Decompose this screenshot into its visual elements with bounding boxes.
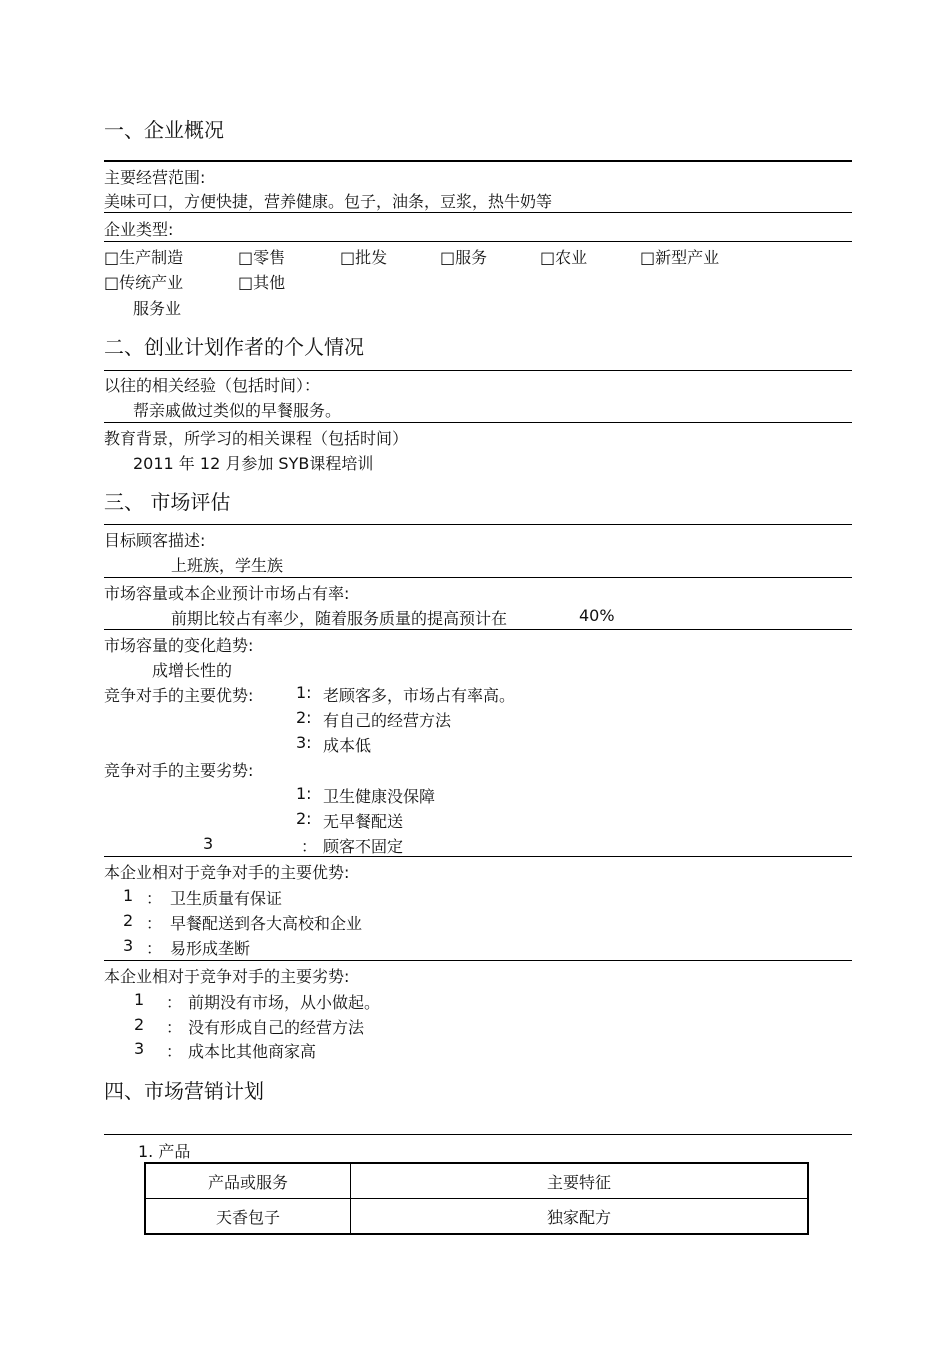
divider — [104, 212, 852, 213]
table-cell: 独家配方 — [351, 1199, 809, 1235]
list-item-colon: ： — [166, 993, 183, 1012]
list-item-colon: ： — [301, 837, 318, 856]
type-option-retail[interactable]: □零售 — [238, 248, 286, 267]
capacity-percent: 40% — [579, 606, 615, 625]
table-header: 主要特征 — [351, 1163, 809, 1199]
type-option-wholesale[interactable]: □批发 — [340, 248, 388, 267]
education-value: 2011 年 12 月参加 SYB课程培训 — [133, 454, 374, 473]
type-option-other[interactable]: □其他 — [238, 273, 286, 292]
capacity-value: 前期比较占有率少，随着服务质量的提高预计在 — [171, 609, 508, 628]
experience-value: 帮亲戚做过类似的早餐服务。 — [133, 401, 342, 420]
list-item-colon: ： — [146, 889, 163, 908]
list-item-colon: ： — [146, 914, 163, 933]
list-item-number: 3: — [296, 733, 312, 752]
list-item-number: 1: — [296, 784, 312, 803]
competitor-disadvantages-label: 竞争对手的主要劣势: — [104, 761, 254, 780]
list-item: 易形成垄断 — [170, 939, 251, 958]
table-header: 产品或服务 — [145, 1163, 351, 1199]
list-item-number: 2: — [296, 708, 312, 727]
divider — [104, 629, 852, 630]
type-option-service[interactable]: □服务 — [440, 248, 488, 267]
table-row — [145, 1199, 808, 1235]
section-title-marketing: 四、市场营销计划 — [104, 1079, 264, 1103]
type-option-manufacturing[interactable]: □生产制造 — [104, 248, 184, 267]
list-item-colon: ： — [166, 1018, 183, 1037]
list-item-number: 1: — [296, 683, 312, 702]
divider — [104, 422, 852, 423]
list-item: 老顾客多，市场占有率高。 — [323, 686, 516, 705]
target-label: 目标顾客描述: — [104, 531, 206, 550]
type-label: 企业类型: — [104, 220, 174, 239]
list-item-number: 3 — [203, 834, 214, 853]
list-item-number: 1 — [123, 886, 134, 905]
type-value: 服务业 — [133, 299, 182, 318]
list-item: 成本比其他商家高 — [188, 1042, 317, 1061]
list-item: 没有形成自己的经营方法 — [188, 1018, 365, 1037]
list-item-number: 2: — [296, 809, 312, 828]
competitor-advantages-label: 竞争对手的主要优势: — [104, 686, 254, 705]
list-item: 早餐配送到各大高校和企业 — [170, 914, 363, 933]
list-item: 无早餐配送 — [323, 812, 404, 831]
divider — [104, 960, 852, 961]
experience-label: 以往的相关经验（包括时间）： — [104, 376, 321, 395]
divider — [104, 1134, 852, 1135]
divider — [104, 524, 852, 525]
table-header-row — [145, 1163, 808, 1199]
list-item-colon: ： — [166, 1042, 183, 1061]
list-item-number: 1 — [134, 990, 145, 1009]
scope-value: 美味可口，方便快捷，营养健康。包子，油条，豆浆，热牛奶等 — [104, 192, 553, 211]
trend-value: 成增长性的 — [152, 661, 233, 680]
product-table — [144, 1162, 809, 1235]
list-item-number: 2 — [134, 1015, 145, 1034]
list-item-colon: ： — [146, 939, 163, 958]
scope-label: 主要经营范围: — [104, 168, 206, 187]
divider — [104, 577, 852, 578]
list-item-number: 3 — [123, 936, 134, 955]
own-advantages-label: 本企业相对于竞争对手的主要优势: — [104, 863, 350, 882]
section-title-author: 二、创业计划作者的个人情况 — [104, 335, 364, 359]
section-title-market: 三、 市场评估 — [104, 490, 231, 514]
target-value: 上班族，学生族 — [171, 556, 284, 575]
product-heading: 1. 产品 — [138, 1142, 191, 1161]
trend-label: 市场容量的变化趋势: — [104, 636, 254, 655]
divider — [104, 370, 852, 371]
list-item: 前期没有市场，从小做起。 — [188, 993, 381, 1012]
list-item: 卫生健康没保障 — [323, 787, 436, 806]
list-item-number: 3 — [134, 1039, 145, 1058]
table-cell: 天香包子 — [145, 1199, 351, 1235]
section-title-overview: 一、企业概况 — [104, 118, 224, 142]
type-option-agriculture[interactable]: □农业 — [540, 248, 588, 267]
type-option-new-industry[interactable]: □新型产业 — [640, 248, 720, 267]
list-item: 成本低 — [323, 736, 372, 755]
education-label: 教育背景，所学习的相关课程（包括时间） — [104, 429, 409, 448]
list-item: 顾客不固定 — [323, 837, 404, 856]
type-option-traditional[interactable]: □传统产业 — [104, 273, 184, 292]
divider — [104, 856, 852, 857]
divider — [104, 241, 852, 242]
own-disadvantages-label: 本企业相对于竞争对手的主要劣势: — [104, 967, 350, 986]
list-item-number: 2 — [123, 911, 134, 930]
capacity-label: 市场容量或本企业预计市场占有率: — [104, 584, 350, 603]
list-item: 卫生质量有保证 — [170, 889, 283, 908]
list-item: 有自己的经营方法 — [323, 711, 452, 730]
divider — [104, 160, 852, 162]
